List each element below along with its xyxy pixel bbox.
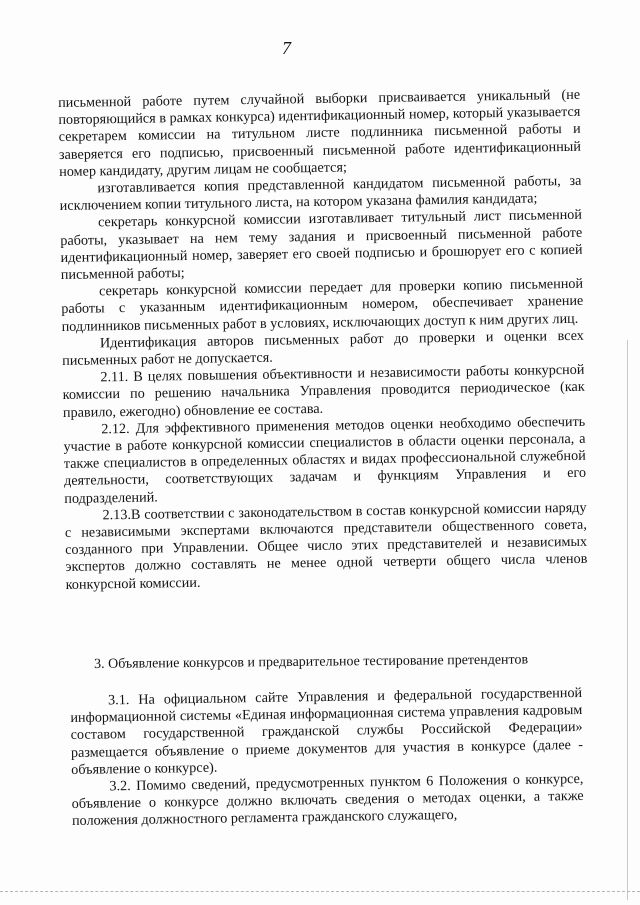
clause-3-1: 3.1. На официальном сайте Управления и федеральной государственной информационной системы «Единая информационная система управления кадровым составом государственной гражданской службы Российской Федерации» размещается объявление о приеме документов для участия в конкурсе (далее - объявление о конкурсе). xyxy=(70,684,583,778)
page-number: 7 xyxy=(282,38,291,58)
clause-2-11: 2.11. В целях повышения объективности и независимости работы конкурсной комиссии по решению начальника Управления проводится периодическое (как правило, ежегодно) обновление ее состава. xyxy=(62,362,585,421)
clause-2-12: 2.12. Для эффективного применения методов оценки необходимо обеспечить участие в работе конкурсной комиссии специалистов в области оценки персонала, а также специалистов в определенных областях и видах профессиональной служебной деятельности, соответствующих задачам и функциям Управления и его подразделений. xyxy=(63,413,587,507)
paragraph-copy-made: изготавливается копия представленной кандидатом письменной работы, за исключением копии титульного листа, на котором указана фамилия кандидата; xyxy=(59,172,582,215)
document-body xyxy=(58,87,588,594)
paragraph-identification-prohibited: Идентификация авторов письменных работ до проверки и оценки всех письменных работ не допускается. xyxy=(62,327,584,370)
section-3-body xyxy=(70,685,584,831)
scan-bottom-edge xyxy=(0,891,640,893)
clause-2-13: 2.13.В соответствии с законодательством в состав конкурсной комиссии наряду с независимыми экспертами включаются представители общественного совета, созданного при Управлении. Общее число этих представителей и независимых экспертов должно составлять не менее одной четверти общего числа членов конкурсной комиссии. xyxy=(64,499,588,593)
paragraph-anonymization-continued: письменной работе путем случайной выборки присваивается уникальный (не повторяющийся в рамках конкурса) идентификационный номер, который указывается секретарем комиссии на титульном листе подлинника письменной работы и заверяется его подписью, присвоенный письменной работе идентификационный номер кандидату, другим лицам не сообщается; xyxy=(58,86,581,180)
paragraph-secretary-title-sheet: секретарь конкурсной комиссии изготавливает титульный лист письменной работы, указывает на нем тему задания и присвоенный письменной работе идентификационный номер, заверяет его своей подписью и брошюрует его с копией письменной работы; xyxy=(60,207,583,284)
section-heading-3: 3. Объявление конкурсов и предварительное тестирование претендентов xyxy=(94,652,529,672)
clause-3-2: 3.2. Помимо сведений, предусмотренных пунктом 6 Положения о конкурсе, объявление о конкурсе должно включать сведения о методах оценки, а также положения должностного регламента гражданского служащего, xyxy=(71,770,584,830)
scan-edge-line xyxy=(627,340,628,900)
paragraph-secretary-transfer: секретарь конкурсной комиссии передает для проверки копию письменной работы с указанным идентификационным номером, обеспечивает хранение подлинников письменных работ в условиях, исключающих доступ к ним других лиц. xyxy=(61,276,584,335)
